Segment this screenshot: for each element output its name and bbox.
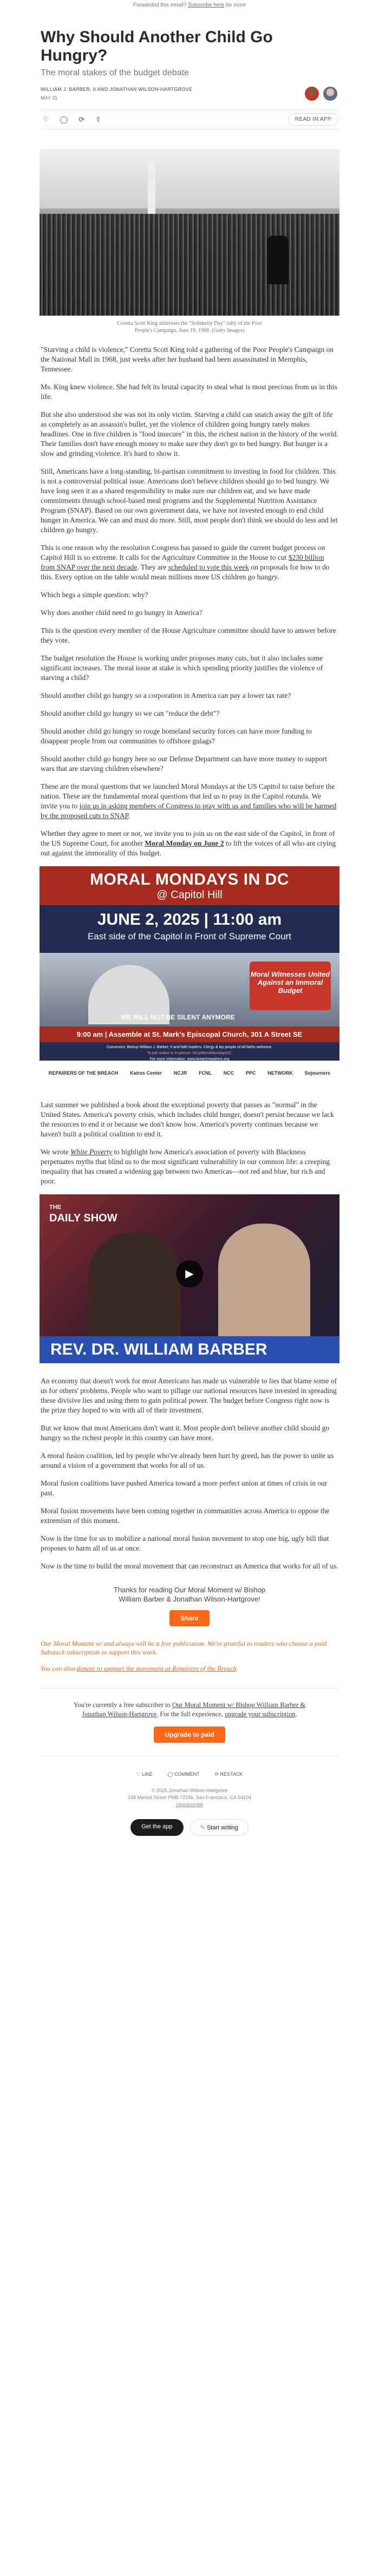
restack-icon[interactable]: ⟳ (79, 115, 85, 123)
comment-button[interactable]: ◯ COMMENT (167, 1771, 200, 1777)
monument (148, 160, 155, 214)
paragraph: But we know that most Americans don't want it. Most people don't believe another child should go hungry so the richest people in this country can have more. (41, 1424, 330, 1442)
paragraph: Still, Americans have a long-standing, bi-partisan commitment to investing in food for children. This is not a controversial political issue. Americans don't believe children should go to bed hungry. We have long seen it as a shared responsibility to make sure our children eat, and we have made commitments through school-based meal programs and the Supplemental Nutrition Assistance Program (SNAP). Based on our own government data, we have not invested enough to end child hunger in America. We can and must do more. Still, most people don't think we should do less and let children go hungry. (41, 467, 338, 534)
publication-link[interactable]: Our Moral Moment w/ Bishop William Barber & Jonathan Wilson-Hartgrove (82, 1701, 306, 1718)
post-header (41, 28, 338, 129)
paragraph: Moral fusion movements have been coming together in communities across America to oppose the extremism of this moment. (41, 1507, 330, 1525)
upgrade-button[interactable]: Upgrade to paid (154, 1727, 225, 1743)
poster-date: JUNE 2, 2025 | 11:00 am (97, 911, 282, 929)
upgrade-link[interactable]: upgrade your subscription (225, 1710, 296, 1718)
poster-subtitle: @ Capitol Hill (156, 889, 223, 901)
paragraph: Should another child go hungry so we can "reduce the debt"? (41, 709, 220, 717)
paragraph: The budget resolution the House is working under proposes many cuts, but it also includes some significant increases. The moral issue at stake is which spending priority justifies the violence of starving a child? (41, 654, 323, 682)
poster-slogan: Moral Witnesses United Against an Immoral Budget (250, 962, 331, 1010)
paragraph: Moral fusion coalitions have pushed America toward a more perfect union at times of crisis in our past. (41, 1479, 328, 1497)
restack-button[interactable]: ⟳ RESTACK (214, 1771, 243, 1777)
paragraph: We wrote White Poverty to highlight how America's association of poverty with Blackness perpetuates myths that blind us to the most significant vulnerability in our common life: a creeping inequality that has created a widening gap between two Americas—not red and blue, but rich and poor. (41, 1148, 330, 1185)
share-icon[interactable]: ⇧ (95, 115, 102, 123)
hero-image[interactable] (40, 149, 339, 316)
sponsor-logo: NETWORK (267, 1070, 293, 1076)
forward-banner: Forwarded this email? Subscribe here for more (133, 2, 246, 8)
paragraph: Whether they agree to meet or not, we invite you to join us on the east side of the Capitol, in front of the US Supreme Court, for another Moral Monday on June 2 to lift the voices of all who are crying out against the immorality of this budget. (41, 829, 336, 857)
paragraph: But she also understood she was not its only victim. Starving a child can snatch away the gift of life as completely as an assassin's bullet, yet the violence of children going hungry rarely makes headlines. One in five children is "food insecure" in this, the richest nation in the history of the world. Their families don't have enough money to make sure they don't go to bed hungry. But hunger is a slow and grinding violence. It's hard to show it. (41, 410, 338, 457)
avatar[interactable] (304, 86, 320, 102)
authors[interactable]: WILLIAM J. BARBER, II AND JONATHAN WILSON-HARTGROVE (41, 87, 193, 92)
donate-note: You can also donate to support the movement at Repairers of the Breach. (41, 1665, 238, 1672)
post-body (41, 345, 338, 858)
pen-icon: ✎ (200, 1825, 205, 1831)
read-in-app-button[interactable]: READ IN APP (288, 113, 338, 126)
post-body-2 (41, 1100, 338, 1186)
address: 548 Market Street PMB 72296, San Francisco, CA 94104 (127, 1795, 252, 1800)
footer (41, 1787, 338, 1808)
post-subtitle: The moral stakes of the budget debate (41, 68, 189, 77)
poster-title: MORAL MONDAYS IN DC (90, 871, 289, 888)
post-title[interactable]: Why Should Another Child Go Hungry? (41, 28, 273, 64)
paragraph: Now is the time to build the moral movement that can reconstruct an America that works for all of us. (41, 1562, 338, 1570)
like-button[interactable]: ♡ LIKE (136, 1771, 153, 1777)
paragraph: This is one reason why the resolution Congress has passed to guide the current budget process on Capitol Hill is so extreme. It calls for the Agriculture Committee in the House to cut $230 billion from SNAP over the next decade. They are scheduled to vote this week on proposals for how to do this. Every option on the table would mean millions more US children go hungry. (41, 544, 330, 581)
paragraph: Should another child go hungry so rouge homeland security forces can have more funding to disappear people from our communities to offshore gulags? (41, 727, 312, 745)
divider (41, 1688, 338, 1689)
paragraph: "Starving a child is violence," Coretta Scott King told a gathering of the Poor People's Campaign on the National Mall in 1968, just weeks after her husband had been assassinated in Memphis, Tennessee. (41, 345, 334, 373)
guest-figure (88, 1232, 180, 1341)
paragraph: Why does another child need to go hungry in America? (41, 609, 202, 617)
share-button[interactable]: Share (169, 1610, 209, 1626)
app-buttons (41, 1819, 338, 1836)
copyright: © 2025 Jonathan Wilson-Hartgrove (151, 1788, 228, 1793)
paragraph: These are the moral questions that we launched Moral Mondays at the US Capitol to raise before the nation. These are the fundamental moral questions that led us to pray in the Capitol rotunda. We invite you to join us in asking members of Congress to pray with us and families who will be harmed by the proposed cuts to SNAP. (41, 782, 337, 820)
vote-link[interactable]: scheduled to vote this week (168, 563, 250, 571)
action-bar (41, 109, 338, 129)
donate-link[interactable]: donate to support the movement at Repairers of the Breach (76, 1665, 237, 1672)
paragraph: Ms. King knew violence. She had felt its brutal capacity to steal what is most precious from us in this life. (41, 383, 337, 401)
capitol-image (40, 953, 339, 1027)
paragraph: Now is the time for us to mobilize a national moral fusion movement to stop one big, ugly bill that proposes to harm all of us at once. (41, 1534, 329, 1552)
pray-with-us-link[interactable]: join us in asking members of Congress to pray with us and families who will be harmed by the proposed cuts to SNAP (41, 802, 337, 820)
speaker (267, 236, 289, 284)
paragraph: Should another child go hungry so a corporation in America can pay a lower tax rate? (41, 691, 291, 699)
free-note: Our Moral Moment w/ and always will be a free publication. We're grateful to readers who choose a paid Substack subscription to support this work. (41, 1640, 327, 1656)
heart-icon[interactable]: ♡ (43, 115, 49, 123)
post-date: MAY 31 (41, 95, 58, 101)
sponsor-logo: NCJR (173, 1070, 187, 1076)
thanks-message: Thanks for reading Our Moral Moment w/ Bishop William Barber & Jonathan Wilson-Hartgrove! (113, 1586, 266, 1603)
play-icon[interactable]: ▶ (176, 1260, 203, 1287)
host-figure (218, 1224, 310, 1343)
paragraph: A moral fusion coalition, led by people who've already been hurt by greed, has the power to unite us around a vision of a government that works for all of us. (41, 1452, 334, 1469)
poster-location: East side of the Capitol in Front of Supreme Court (87, 931, 292, 942)
sponsor-logo: FCNL (199, 1070, 212, 1076)
video-caption: REV. DR. WILLIAM BARBER (40, 1336, 339, 1363)
subscriber-note: You're currently a free subscriber to Our Moral Moment w/ Bishop William Barber & Jonathan Wilson-Hartgrove. For the full experience, upgrade your subscription. (73, 1701, 306, 1718)
poster-info: Convenors: Bishop William J. Barber, II and faith leaders. Clergy & lay people of all faiths welcome. To join online or in-person: bit.ly/MoralMondaysDC For more information: www.breachrepairers.org (40, 1042, 339, 1061)
author-avatars (304, 86, 338, 102)
video-embed[interactable] (40, 1194, 339, 1363)
sponsor-logo: Kairos Center (129, 1070, 162, 1076)
unsubscribe-link[interactable]: Unsubscribe (175, 1802, 204, 1807)
post-body-3 (41, 1376, 338, 1836)
footer-actions (41, 1771, 338, 1777)
avatar[interactable] (322, 86, 338, 102)
moral-monday-link[interactable]: Moral Monday on June 2 (145, 839, 224, 847)
sponsor-logo: PPC (246, 1070, 256, 1076)
paragraph: Which begs a simple question: why? (41, 591, 148, 599)
comment-icon[interactable]: ◯ (60, 115, 68, 123)
sponsor-logo: REPAIRERS OF THE BREACH (48, 1070, 119, 1076)
poster-assemble: 9:00 am | Assemble at St. Mark's Episcopal Church, 301 A Street SE (40, 1027, 339, 1042)
protest-banner: WE WILL NOT BE SILENT ANYMORE (121, 1014, 235, 1021)
byline (41, 86, 338, 102)
paragraph: An economy that doesn't work for most Americans has made us vulnerable to lies that blame some of us for others' problems. People who want to pillage our national resources have invested in spreading these divisive lies and using them to gain political power. The budget before Congress right now is the prize they hoped to win with all of their investment. (41, 1377, 337, 1414)
crowd (40, 214, 339, 316)
snap-cut-link[interactable]: $230 billion from SNAP over the next decade (41, 553, 324, 571)
subscribe-link[interactable]: Subscribe here (187, 2, 225, 8)
sponsor-logo: NCC (223, 1070, 234, 1076)
show-logo: THE DAILY SHOW (49, 1204, 117, 1224)
paragraph: This is the question every member of the House Agriculture committee should have to answer before they vote. (41, 626, 336, 644)
event-poster[interactable] (40, 866, 339, 1087)
get-app-button[interactable]: Get the app (130, 1819, 184, 1836)
start-writing-button[interactable]: ✎ Start writing (190, 1819, 249, 1836)
sponsor-logo: Sojourners (304, 1070, 331, 1076)
poster-logos (40, 1061, 339, 1086)
paragraph: Should another child go hungry here so our Defense Department can have more money to support wars that are starving children elsewhere? (41, 755, 327, 773)
paragraph: Last summer we published a book about the exceptional poverty that passes as "normal" in the United States. America's poverty crisis, which includes child hunger, doesn't persist because we lack the resources to end it or because we don't know how. America's poverty continues because we haven't built a political coalition to end it. (41, 1101, 334, 1138)
image-caption: Coretta Scott King addresses the "Solidarity Day" rally of the Poor People's Campaign, June 19, 1968. (Getty Images) (117, 321, 262, 334)
white-poverty-link[interactable]: White Poverty (70, 1148, 112, 1156)
